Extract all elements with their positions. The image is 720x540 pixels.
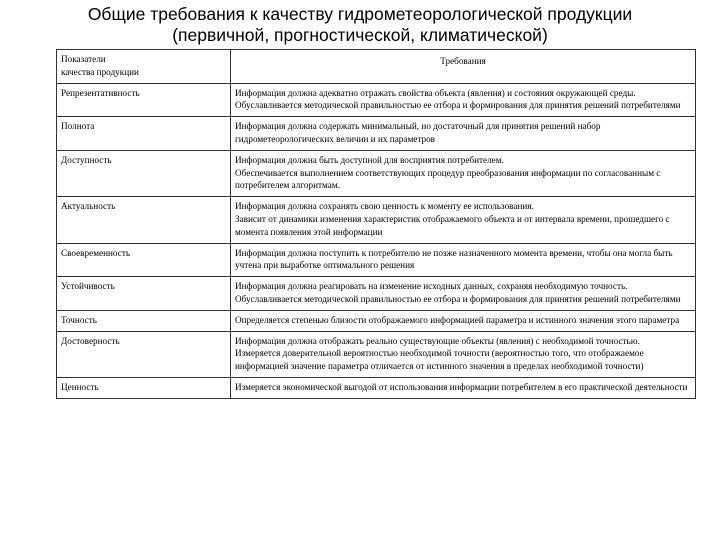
indicator-cell: Устойчивость <box>57 277 231 311</box>
table-row <box>57 277 696 311</box>
requirement-text: Измеряется доверительной вероятностью необходимой точности (вероятностью того, что отображаемое информацией значение параметра отличается от истинного значения в пределах необходимой точности) <box>235 348 644 372</box>
indicator-cell: Актуальность <box>57 197 231 243</box>
page-title <box>0 4 720 46</box>
indicator-cell: Репрезентативность <box>57 83 231 117</box>
table-row <box>57 243 696 277</box>
requirement-cell <box>231 331 696 377</box>
requirement-cell <box>231 277 696 311</box>
table-row <box>57 197 696 243</box>
requirement-cell <box>231 243 696 277</box>
requirement-text: Обеспечивается выполнением соответствующих процедур преобразования информации по согласованным с потребителем алгоритмам. <box>235 167 661 191</box>
table-row <box>57 117 696 151</box>
table-row <box>57 83 696 117</box>
indicator-cell: Ценность <box>57 377 231 398</box>
requirement-text: Информация должна реагировать на изменение исходных данных, сохраняя необходимую точность. Обуславливается методической правильностью ее отбора и формирования для принятия решений потребителями <box>235 281 681 304</box>
requirements-table <box>56 49 696 399</box>
requirement-text: Информация должна быть доступной для восприятия потребителем. <box>235 154 504 165</box>
requirement-text: Обуславливается методической правильностью ее отбора и формирования для принятия решений потребителями <box>235 100 681 111</box>
requirement-cell <box>231 83 696 117</box>
requirement-text: Информация должна поступить к потребителю не позже назначенного момента времени, чтобы она могла быть учтена при выработке оптимального решения <box>235 247 673 271</box>
requirement-text: Информация должна адекватно отражать свойства объекта (явления) и состояния окружающей среды. <box>235 87 636 98</box>
indicator-cell: Достоверность <box>57 331 231 377</box>
header-indicator-line-2: качества продукции <box>61 66 139 77</box>
requirement-cell <box>231 117 696 151</box>
table-header-row <box>57 50 696 84</box>
table-row <box>57 310 696 331</box>
header-indicator-line-1: Показатели <box>61 54 106 64</box>
title-line-2: (первичной, прогностической, климатической) <box>172 25 548 45</box>
requirement-cell <box>231 150 696 196</box>
table-row <box>57 150 696 196</box>
header-indicator-cell <box>57 50 231 84</box>
requirement-text: Информация должна отображать реально существующие объекты (явления) с необходимой точностью. <box>235 335 640 346</box>
indicator-cell: Точность <box>57 310 231 331</box>
title-line-1: Общие требования к качеству гидрометеорологической продукции <box>87 4 633 24</box>
requirement-cell <box>231 310 696 331</box>
table-row <box>57 331 696 377</box>
indicator-cell: Полнота <box>57 117 231 151</box>
requirement-cell <box>231 377 696 398</box>
table-row <box>57 377 696 398</box>
requirement-text: Зависит от динамики изменения характеристик отображаемого объекта и от интервала времени, прошедшего с момента появления этой информации <box>235 213 670 237</box>
requirement-cell <box>231 197 696 243</box>
indicator-cell: Своевременность <box>57 243 231 277</box>
requirement-text: Измеряется экономической выгодой от использования информации потребителем в его практической деятельности <box>235 381 688 392</box>
indicator-cell: Доступность <box>57 150 231 196</box>
requirement-text: Информация должна сохранять свою ценность к моменту ее использования. <box>235 201 534 212</box>
requirement-text: Информация должна содержать минимальный, но достаточный для принятия решений набор гидрометеорологических величин и их параметров <box>235 121 601 144</box>
header-requirements-cell: Требования <box>231 50 696 84</box>
requirement-text: Определяется степенью близости отображаемого информацией параметра и истинного значения этого параметра <box>235 314 680 325</box>
